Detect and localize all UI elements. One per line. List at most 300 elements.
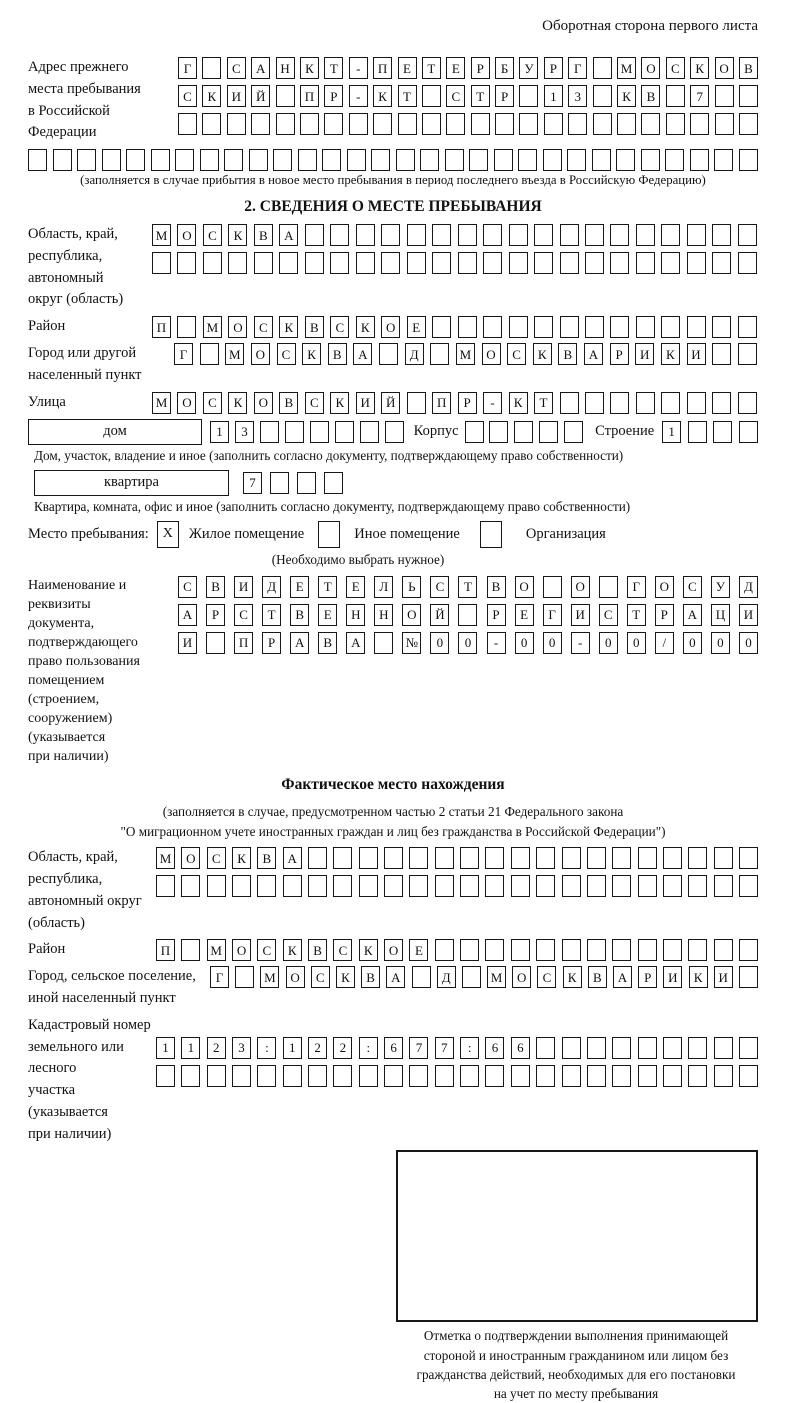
char-cell[interactable]: М: [152, 392, 171, 414]
char-cell[interactable]: П: [152, 316, 171, 338]
char-cell[interactable]: [739, 939, 758, 961]
char-cell[interactable]: [360, 421, 379, 443]
char-cell[interactable]: [712, 392, 731, 414]
char-cell[interactable]: -: [349, 57, 368, 79]
char-cell[interactable]: И: [739, 604, 758, 626]
char-cell[interactable]: А: [386, 966, 405, 988]
char-cell[interactable]: [485, 875, 504, 897]
char-cell[interactable]: [687, 392, 706, 414]
char-cell[interactable]: П: [432, 392, 451, 414]
char-cell[interactable]: [373, 113, 392, 135]
char-cell[interactable]: [585, 224, 604, 246]
char-cell[interactable]: В: [588, 966, 607, 988]
char-cell[interactable]: [260, 421, 279, 443]
char-cell[interactable]: Г: [568, 57, 587, 79]
char-cell[interactable]: А: [353, 343, 372, 365]
char-cell[interactable]: Т: [627, 604, 646, 626]
char-cell[interactable]: Р: [655, 604, 674, 626]
char-cell[interactable]: В: [328, 343, 347, 365]
char-cell[interactable]: У: [711, 576, 730, 598]
char-cell[interactable]: 0: [543, 632, 562, 654]
char-cell[interactable]: Д: [739, 576, 758, 598]
char-cell[interactable]: [636, 392, 655, 414]
char-cell[interactable]: [534, 316, 553, 338]
char-cell[interactable]: 1: [283, 1037, 302, 1059]
char-cell[interactable]: Р: [262, 632, 281, 654]
char-cell[interactable]: [203, 252, 222, 274]
char-cell[interactable]: [562, 939, 581, 961]
char-cell[interactable]: Д: [262, 576, 281, 598]
char-cell[interactable]: С: [333, 939, 352, 961]
char-cell[interactable]: 7: [435, 1037, 454, 1059]
char-cell[interactable]: С: [507, 343, 526, 365]
char-cell[interactable]: [610, 252, 629, 274]
char-cell[interactable]: [462, 966, 481, 988]
char-cell[interactable]: С: [234, 604, 253, 626]
char-cell[interactable]: [356, 252, 375, 274]
char-cell[interactable]: Т: [534, 392, 553, 414]
char-cell[interactable]: [738, 224, 757, 246]
char-cell[interactable]: Р: [206, 604, 225, 626]
char-cell[interactable]: К: [617, 85, 636, 107]
char-cell[interactable]: [665, 149, 684, 171]
char-cell[interactable]: [446, 113, 465, 135]
char-cell[interactable]: 0: [627, 632, 646, 654]
char-cell[interactable]: [587, 1065, 606, 1087]
char-cell[interactable]: [308, 1065, 327, 1087]
char-cell[interactable]: [200, 149, 219, 171]
char-cell[interactable]: [359, 1065, 378, 1087]
char-cell[interactable]: М: [225, 343, 244, 365]
char-cell[interactable]: [610, 224, 629, 246]
char-cell[interactable]: Г: [178, 57, 197, 79]
char-cell[interactable]: [587, 847, 606, 869]
char-cell[interactable]: С: [599, 604, 618, 626]
char-cell[interactable]: [638, 939, 657, 961]
char-cell[interactable]: [283, 875, 302, 897]
char-cell[interactable]: 3: [232, 1037, 251, 1059]
char-cell[interactable]: :: [359, 1037, 378, 1059]
char-cell[interactable]: [489, 421, 508, 443]
char-cell[interactable]: №: [402, 632, 421, 654]
char-cell[interactable]: [324, 472, 343, 494]
char-cell[interactable]: О: [232, 939, 251, 961]
char-cell[interactable]: 2: [308, 1037, 327, 1059]
char-cell[interactable]: [638, 1037, 657, 1059]
char-cell[interactable]: О: [655, 576, 674, 598]
char-cell[interactable]: [469, 149, 488, 171]
char-cell[interactable]: [206, 632, 225, 654]
char-cell[interactable]: [384, 875, 403, 897]
char-cell[interactable]: К: [279, 316, 298, 338]
char-cell[interactable]: [333, 875, 352, 897]
char-cell[interactable]: [485, 939, 504, 961]
char-cell[interactable]: [409, 875, 428, 897]
char-cell[interactable]: [385, 421, 404, 443]
char-cell[interactable]: [713, 421, 732, 443]
char-cell[interactable]: [300, 113, 319, 135]
char-cell[interactable]: -: [571, 632, 590, 654]
char-cell[interactable]: С: [207, 847, 226, 869]
char-cell[interactable]: С: [305, 392, 324, 414]
char-cell[interactable]: С: [330, 316, 349, 338]
char-cell[interactable]: [181, 939, 200, 961]
char-cell[interactable]: В: [361, 966, 380, 988]
char-cell[interactable]: [322, 149, 341, 171]
char-cell[interactable]: В: [305, 316, 324, 338]
char-cell[interactable]: К: [302, 343, 321, 365]
char-cell[interactable]: О: [254, 392, 273, 414]
char-cell[interactable]: [257, 875, 276, 897]
char-cell[interactable]: [460, 875, 479, 897]
char-cell[interactable]: М: [203, 316, 222, 338]
char-cell[interactable]: [458, 316, 477, 338]
char-cell[interactable]: [592, 149, 611, 171]
char-cell[interactable]: [663, 1037, 682, 1059]
char-cell[interactable]: [518, 149, 537, 171]
char-cell[interactable]: Е: [398, 57, 417, 79]
char-cell[interactable]: [465, 421, 484, 443]
char-cell[interactable]: [712, 224, 731, 246]
char-cell[interactable]: -: [349, 85, 368, 107]
char-cell[interactable]: [663, 939, 682, 961]
char-cell[interactable]: [687, 316, 706, 338]
char-cell[interactable]: К: [228, 392, 247, 414]
char-cell[interactable]: [587, 1037, 606, 1059]
char-cell[interactable]: [560, 316, 579, 338]
char-cell[interactable]: [156, 1065, 175, 1087]
char-cell[interactable]: [359, 847, 378, 869]
char-cell[interactable]: [458, 252, 477, 274]
char-cell[interactable]: О: [571, 576, 590, 598]
char-cell[interactable]: [207, 1065, 226, 1087]
char-cell[interactable]: [536, 1065, 555, 1087]
char-cell[interactable]: [374, 632, 393, 654]
char-cell[interactable]: [381, 252, 400, 274]
char-cell[interactable]: 0: [515, 632, 534, 654]
char-cell[interactable]: П: [156, 939, 175, 961]
char-cell[interactable]: Е: [290, 576, 309, 598]
char-cell[interactable]: [663, 1065, 682, 1087]
char-cell[interactable]: [739, 966, 758, 988]
char-cell[interactable]: [593, 85, 612, 107]
char-cell[interactable]: П: [300, 85, 319, 107]
char-cell[interactable]: [739, 847, 758, 869]
char-cell[interactable]: К: [228, 224, 247, 246]
char-cell[interactable]: [270, 472, 289, 494]
char-cell[interactable]: Т: [318, 576, 337, 598]
char-cell[interactable]: [636, 252, 655, 274]
char-cell[interactable]: [738, 343, 757, 365]
char-cell[interactable]: И: [571, 604, 590, 626]
char-cell[interactable]: М: [617, 57, 636, 79]
char-cell[interactable]: [384, 847, 403, 869]
char-cell[interactable]: [666, 113, 685, 135]
char-cell[interactable]: [544, 113, 563, 135]
char-cell[interactable]: [305, 252, 324, 274]
char-cell[interactable]: [407, 224, 426, 246]
char-cell[interactable]: [616, 149, 635, 171]
char-cell[interactable]: [519, 85, 538, 107]
char-cell[interactable]: С: [178, 85, 197, 107]
char-cell[interactable]: 1: [181, 1037, 200, 1059]
char-cell[interactable]: [249, 149, 268, 171]
char-cell[interactable]: [536, 1037, 555, 1059]
char-cell[interactable]: [310, 421, 329, 443]
char-cell[interactable]: [739, 1037, 758, 1059]
char-cell[interactable]: [202, 57, 221, 79]
char-cell[interactable]: [202, 113, 221, 135]
char-cell[interactable]: С: [254, 316, 273, 338]
char-cell[interactable]: У: [519, 57, 538, 79]
char-cell[interactable]: [638, 1065, 657, 1087]
char-cell[interactable]: 0: [599, 632, 618, 654]
char-cell[interactable]: К: [563, 966, 582, 988]
char-cell[interactable]: Е: [407, 316, 426, 338]
char-cell[interactable]: [181, 1065, 200, 1087]
char-cell[interactable]: [483, 316, 502, 338]
char-cell[interactable]: О: [641, 57, 660, 79]
char-cell[interactable]: 7: [690, 85, 709, 107]
char-cell[interactable]: Т: [471, 85, 490, 107]
char-cell[interactable]: О: [251, 343, 270, 365]
char-cell[interactable]: [126, 149, 145, 171]
char-cell[interactable]: [181, 875, 200, 897]
char-cell[interactable]: К: [509, 392, 528, 414]
char-cell[interactable]: [511, 939, 530, 961]
char-cell[interactable]: [495, 113, 514, 135]
char-cell[interactable]: [690, 113, 709, 135]
char-cell[interactable]: С: [430, 576, 449, 598]
char-cell[interactable]: 6: [384, 1037, 403, 1059]
char-cell[interactable]: [305, 224, 324, 246]
char-cell[interactable]: [688, 1065, 707, 1087]
char-cell[interactable]: [511, 875, 530, 897]
char-cell[interactable]: [53, 149, 72, 171]
char-cell[interactable]: [739, 1065, 758, 1087]
char-cell[interactable]: В: [290, 604, 309, 626]
char-cell[interactable]: [224, 149, 243, 171]
char-cell[interactable]: К: [373, 85, 392, 107]
char-cell[interactable]: :: [257, 1037, 276, 1059]
char-cell[interactable]: [543, 149, 562, 171]
char-cell[interactable]: [560, 252, 579, 274]
char-cell[interactable]: Г: [543, 604, 562, 626]
char-cell[interactable]: [661, 224, 680, 246]
char-cell[interactable]: [435, 875, 454, 897]
char-cell[interactable]: [430, 343, 449, 365]
char-cell[interactable]: [560, 224, 579, 246]
char-cell[interactable]: [661, 316, 680, 338]
char-cell[interactable]: [661, 252, 680, 274]
char-cell[interactable]: [251, 113, 270, 135]
char-cell[interactable]: [539, 421, 558, 443]
char-cell[interactable]: [379, 343, 398, 365]
char-cell[interactable]: О: [286, 966, 305, 988]
char-cell[interactable]: Е: [515, 604, 534, 626]
char-cell[interactable]: А: [283, 847, 302, 869]
char-cell[interactable]: [636, 224, 655, 246]
char-cell[interactable]: [593, 113, 612, 135]
char-cell[interactable]: О: [177, 392, 196, 414]
char-cell[interactable]: К: [300, 57, 319, 79]
char-cell[interactable]: К: [336, 966, 355, 988]
char-cell[interactable]: [714, 939, 733, 961]
char-cell[interactable]: [509, 224, 528, 246]
char-cell[interactable]: [666, 85, 685, 107]
char-cell[interactable]: Д: [437, 966, 456, 988]
char-cell[interactable]: [688, 939, 707, 961]
char-cell[interactable]: [276, 85, 295, 107]
char-cell[interactable]: Е: [346, 576, 365, 598]
char-cell[interactable]: [28, 149, 47, 171]
char-cell[interactable]: 1: [662, 421, 681, 443]
char-cell[interactable]: [562, 1037, 581, 1059]
char-cell[interactable]: Н: [374, 604, 393, 626]
char-cell[interactable]: [409, 1065, 428, 1087]
char-cell[interactable]: [687, 224, 706, 246]
char-cell[interactable]: [432, 316, 451, 338]
char-cell[interactable]: К: [232, 847, 251, 869]
char-cell[interactable]: [715, 113, 734, 135]
char-cell[interactable]: Т: [458, 576, 477, 598]
char-cell[interactable]: [420, 149, 439, 171]
char-cell[interactable]: А: [346, 632, 365, 654]
char-cell[interactable]: [156, 875, 175, 897]
char-cell[interactable]: [356, 224, 375, 246]
char-cell[interactable]: [77, 149, 96, 171]
char-cell[interactable]: Е: [409, 939, 428, 961]
char-cell[interactable]: Т: [262, 604, 281, 626]
char-cell[interactable]: [534, 224, 553, 246]
char-cell[interactable]: 0: [683, 632, 702, 654]
char-cell[interactable]: [511, 847, 530, 869]
char-cell[interactable]: [483, 252, 502, 274]
char-cell[interactable]: [151, 149, 170, 171]
char-cell[interactable]: [494, 149, 513, 171]
char-cell[interactable]: [560, 392, 579, 414]
char-cell[interactable]: А: [251, 57, 270, 79]
char-cell[interactable]: К: [283, 939, 302, 961]
char-cell[interactable]: [177, 252, 196, 274]
char-cell[interactable]: С: [227, 57, 246, 79]
char-cell[interactable]: [738, 252, 757, 274]
char-cell[interactable]: [638, 847, 657, 869]
char-cell[interactable]: [349, 113, 368, 135]
char-cell[interactable]: [612, 847, 631, 869]
char-cell[interactable]: /: [655, 632, 674, 654]
char-cell[interactable]: О: [177, 224, 196, 246]
char-cell[interactable]: Г: [210, 966, 229, 988]
char-cell[interactable]: [460, 1065, 479, 1087]
char-cell[interactable]: М: [487, 966, 506, 988]
char-cell[interactable]: [333, 1065, 352, 1087]
char-cell[interactable]: [232, 875, 251, 897]
char-cell[interactable]: Ь: [402, 576, 421, 598]
char-cell[interactable]: -: [487, 632, 506, 654]
char-cell[interactable]: А: [683, 604, 702, 626]
char-cell[interactable]: О: [515, 576, 534, 598]
char-cell[interactable]: Г: [174, 343, 193, 365]
char-cell[interactable]: Р: [495, 85, 514, 107]
char-cell[interactable]: [330, 224, 349, 246]
char-cell[interactable]: О: [384, 939, 403, 961]
char-cell[interactable]: [432, 252, 451, 274]
char-cell[interactable]: Е: [318, 604, 337, 626]
char-cell[interactable]: [460, 847, 479, 869]
char-cell[interactable]: В: [641, 85, 660, 107]
char-cell[interactable]: В: [318, 632, 337, 654]
char-cell[interactable]: [536, 939, 555, 961]
char-cell[interactable]: [562, 847, 581, 869]
char-cell[interactable]: [333, 847, 352, 869]
char-cell[interactable]: -: [483, 392, 502, 414]
char-cell[interactable]: М: [207, 939, 226, 961]
char-cell[interactable]: Й: [430, 604, 449, 626]
char-cell[interactable]: [739, 421, 758, 443]
char-cell[interactable]: Д: [405, 343, 424, 365]
char-cell[interactable]: И: [663, 966, 682, 988]
char-cell[interactable]: [298, 149, 317, 171]
char-cell[interactable]: В: [206, 576, 225, 598]
char-cell[interactable]: 1: [156, 1037, 175, 1059]
char-cell[interactable]: [714, 1037, 733, 1059]
char-cell[interactable]: О: [482, 343, 501, 365]
char-cell[interactable]: [371, 149, 390, 171]
stay-type-checkbox-organization[interactable]: [480, 521, 502, 548]
char-cell[interactable]: [687, 252, 706, 274]
char-cell[interactable]: В: [487, 576, 506, 598]
char-cell[interactable]: С: [257, 939, 276, 961]
char-cell[interactable]: [279, 252, 298, 274]
char-cell[interactable]: М: [156, 847, 175, 869]
char-cell[interactable]: [599, 576, 618, 598]
char-cell[interactable]: [273, 149, 292, 171]
char-cell[interactable]: С: [311, 966, 330, 988]
char-cell[interactable]: 0: [711, 632, 730, 654]
char-cell[interactable]: Р: [324, 85, 343, 107]
char-cell[interactable]: Р: [487, 604, 506, 626]
char-cell[interactable]: 7: [409, 1037, 428, 1059]
char-cell[interactable]: [324, 113, 343, 135]
char-cell[interactable]: [485, 1065, 504, 1087]
char-cell[interactable]: [178, 113, 197, 135]
char-cell[interactable]: [407, 392, 426, 414]
char-cell[interactable]: [739, 149, 758, 171]
char-cell[interactable]: А: [290, 632, 309, 654]
char-cell[interactable]: [612, 939, 631, 961]
char-cell[interactable]: К: [356, 316, 375, 338]
char-cell[interactable]: В: [279, 392, 298, 414]
char-cell[interactable]: [612, 875, 631, 897]
char-cell[interactable]: [235, 966, 254, 988]
char-cell[interactable]: [612, 1037, 631, 1059]
char-cell[interactable]: С: [203, 224, 222, 246]
char-cell[interactable]: С: [666, 57, 685, 79]
char-cell[interactable]: [458, 604, 477, 626]
char-cell[interactable]: [254, 252, 273, 274]
char-cell[interactable]: [564, 421, 583, 443]
char-cell[interactable]: [432, 224, 451, 246]
char-cell[interactable]: К: [689, 966, 708, 988]
stay-type-checkbox-other-premises[interactable]: [318, 521, 340, 548]
char-cell[interactable]: Й: [251, 85, 270, 107]
char-cell[interactable]: 0: [430, 632, 449, 654]
char-cell[interactable]: 0: [458, 632, 477, 654]
char-cell[interactable]: О: [381, 316, 400, 338]
char-cell[interactable]: [435, 939, 454, 961]
char-cell[interactable]: И: [356, 392, 375, 414]
